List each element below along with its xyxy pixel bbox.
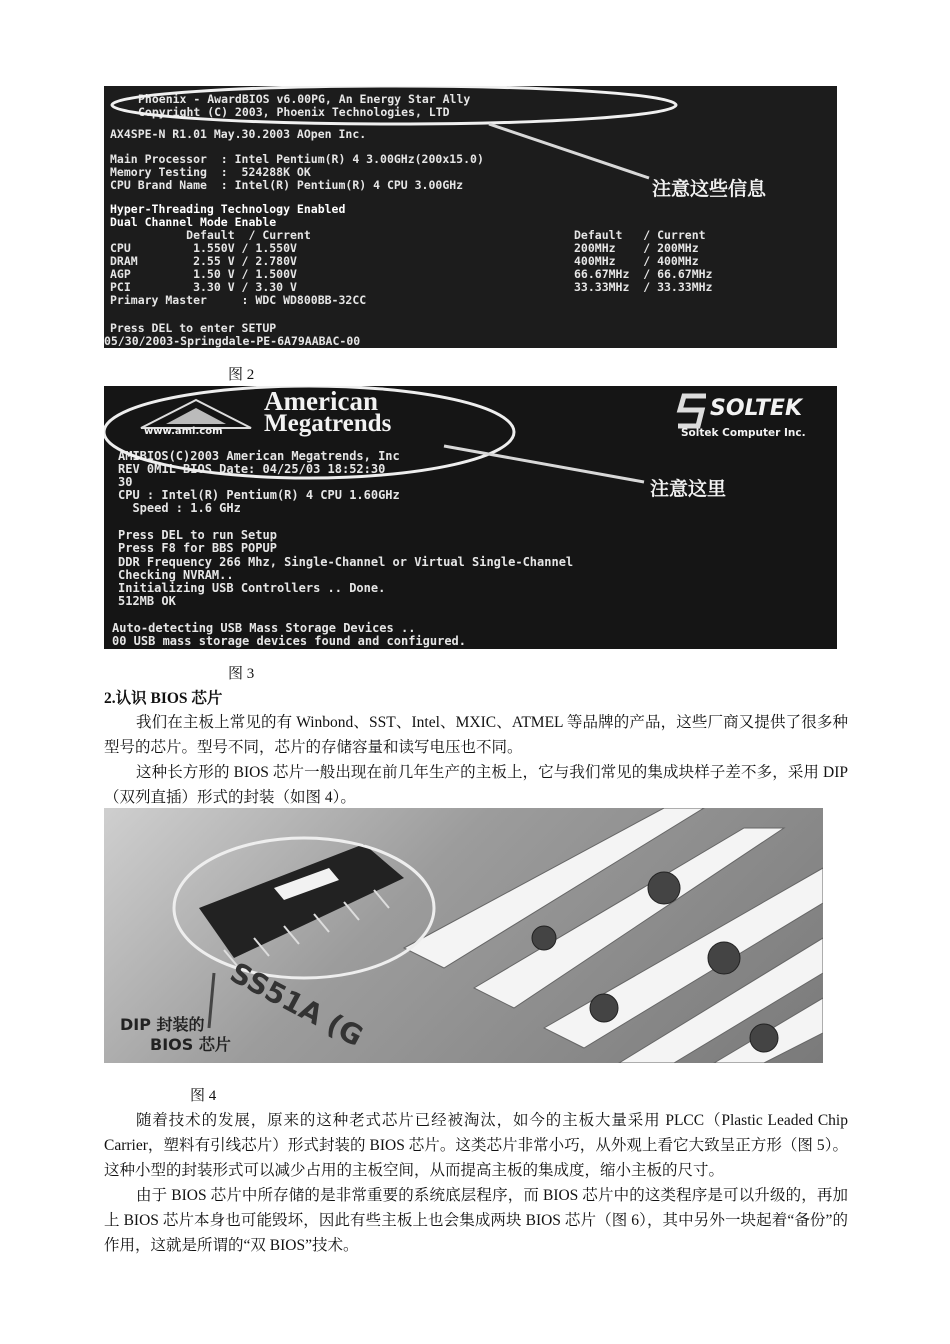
bios-line: Speed : 1.6 GHz <box>118 501 241 515</box>
bios-line: Memory Testing : 524288K OK <box>110 165 311 179</box>
bios-line: Auto-detecting USB Mass Storage Devices .. <box>112 621 416 635</box>
figure-3-caption: 图 3 <box>228 666 255 682</box>
bios-line: DDR Frequency 266 Mhz, Single-Channel or Virtual Single-Channel <box>118 555 574 569</box>
paragraph: 我们在主板上常见的有 Winbond、SST、Intel、MXIC、ATMEL 等品牌的产品，这些厂商又提供了很多种型号的芯片。型号不同，芯片的存储容量和读写电压也不同。 <box>104 714 848 756</box>
chip-label-line1: DIP 封装的 <box>120 1015 205 1034</box>
bios-line: 05/30/2003-Springdale-PE-6A79AABAC-00 <box>104 334 361 348</box>
bios-right-line: 33.33MHz / 33.33MHz <box>574 280 713 294</box>
bios-line: Press DEL to run Setup <box>118 528 277 542</box>
bios-right-line: 200MHz / 200MHz <box>574 241 699 255</box>
figure-4-caption: 图 4 <box>190 1088 217 1104</box>
motherboard-illustration <box>104 808 823 1063</box>
section-heading: 2.认识 BIOS 芯片 <box>104 690 223 707</box>
bios-line: AGP 1.50 V / 1.500V <box>110 267 297 281</box>
bios-line: Phoenix - AwardBIOS v6.00PG, An Energy Star Ally <box>138 92 471 106</box>
bios-line: 512MB OK <box>118 594 176 608</box>
bios-line: Copyright (C) 2003, Phoenix Technologies, LTD <box>138 105 450 119</box>
bios-right-line: 66.67MHz / 66.67MHz <box>574 267 713 281</box>
board-silkscreen: SS51A (G <box>224 955 369 1054</box>
ami-logo-line1: American <box>264 386 378 416</box>
figure-3-bios-screen <box>104 386 837 649</box>
paragraph: 这种长方形的 BIOS 芯片一般出现在前几年生产的主板上，它与我们常见的集成块样子差不多，采用 DIP（双列直插）形式的封装（如图 4）。 <box>104 764 848 806</box>
bios-line: CPU : Intel(R) Pentium(R) 4 CPU 1.60GHz <box>118 488 400 502</box>
annotation-note: 注意这里 <box>650 478 727 500</box>
bios-line: Press F8 for BBS POPUP <box>118 541 277 555</box>
bios-line: AX4SPE-N R1.01 May.30.2003 AOpen Inc. <box>110 127 367 141</box>
bios-line: DRAM 2.55 V / 2.780V <box>110 254 297 268</box>
ami-url: www.ami.com <box>144 426 223 437</box>
ami-logo-line2: Megatrends <box>264 410 392 437</box>
figure-2-bios-screen <box>104 86 837 348</box>
bios-line: REV 0M1L BIOS Date: 04/25/03 18:52:30 <box>118 462 386 476</box>
soltek-sub: Soltek Computer Inc. <box>681 427 806 439</box>
paragraph: 由于 BIOS 芯片中所存储的是非常重要的系统底层程序，而 BIOS 芯片中的这类程序是可以升级的，再加上 BIOS 芯片本身也可能毁坏，因此有些主板上也会集成两块 BIOS 芯片（图 6），其中另外一块起着“备份”的作用，这就是所谓的“双 BIOS”技术。 <box>104 1187 848 1254</box>
bios-line: Main Processor : Intel Pentium(R) 4 3.00GHz(200x15.0) <box>110 152 484 166</box>
bios-line: Hyper-Threading Technology Enabled <box>110 202 346 216</box>
annotation-note: 注意这些信息 <box>652 178 767 200</box>
chip-label-line2: BIOS 芯片 <box>150 1035 231 1054</box>
bios-line: Primary Master : WDC WD800BB-32CC <box>110 293 367 307</box>
figure-2-caption: 图 2 <box>228 367 255 383</box>
bios-line: Dual Channel Mode Enable <box>110 215 277 229</box>
highlight-ellipse <box>104 386 837 649</box>
bios-line: Initializing USB Controllers .. Done. <box>118 581 386 595</box>
bios-right-line: Default / Current <box>574 228 706 242</box>
bios-line: CPU Brand Name : Intel(R) Pentium(R) 4 CPU 3.00GHz <box>110 178 464 192</box>
bios-line: CPU 1.550V / 1.550V <box>110 241 297 255</box>
bios-line: Checking NVRAM.. <box>118 568 234 582</box>
bios-line: 00 USB mass storage devices found and configured. <box>112 634 467 648</box>
bios-line: Default / Current <box>110 228 311 242</box>
soltek-brand: SOLTEK <box>710 396 803 421</box>
bios-line: 30 <box>118 475 133 489</box>
bios-line: Press DEL to enter SETUP <box>110 321 277 335</box>
figure-4-motherboard-photo <box>104 808 823 1063</box>
paragraph: 随着技术的发展，原来的这种老式芯片已经被淘汰，如今的主板大量采用 PLCC（Plastic Leaded Chip Carrier，塑料有引线芯片）形式封装的 BIOS 芯片。这类芯片非常小巧，从外观上看它大致呈正方形（图 5）。这种小型的封装形式可以减少占用的主板空间，从而提高主板的集成度，缩小主板的尺寸。 <box>104 1112 848 1179</box>
bios-right-line: 400MHz / 400MHz <box>574 254 699 268</box>
highlight-ellipse <box>104 86 837 348</box>
bios-line: PCI 3.30 V / 3.30 V <box>110 280 297 294</box>
bios-line: AMIBIOS(C)2003 American Megatrends, Inc <box>118 449 400 463</box>
